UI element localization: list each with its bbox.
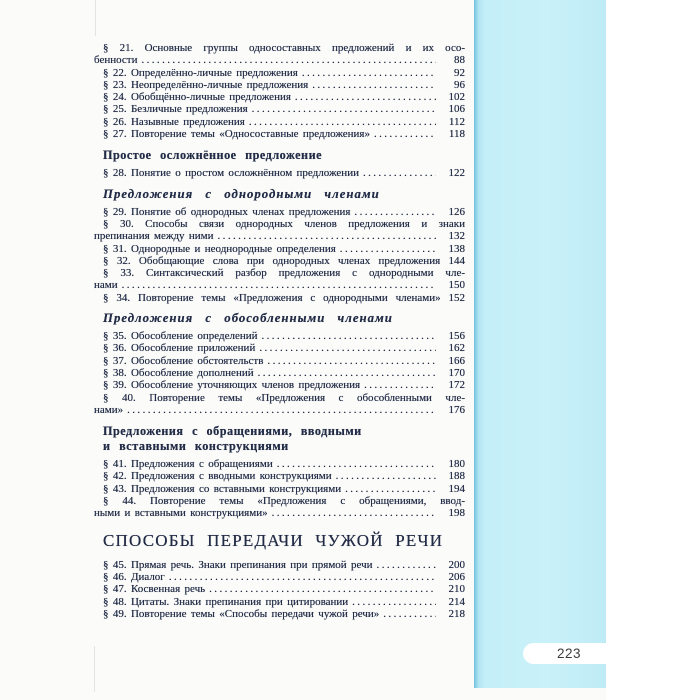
entry-line: [94, 596, 465, 608]
entry-page: 188: [448, 470, 465, 483]
entry-title: § 26. Назывные предложения: [103, 115, 245, 128]
page-number-tab: [523, 643, 615, 664]
toc-heading-line: СПОСОБЫ ПЕРЕДАЧИ ЧУЖОЙ РЕЧИ: [103, 530, 444, 550]
entry-page: 152: [448, 291, 465, 304]
entry-line: § 21. Основные группы односоставных предложений и их осо-: [103, 42, 465, 54]
entry-dots-leader: [169, 571, 436, 583]
entry-dots-leader: [312, 79, 436, 91]
entry-dots-leader: [259, 342, 436, 354]
page-edge-shadow-top: [95, 0, 96, 36]
entry-line: [94, 458, 465, 470]
entry-title: § 22. Определённо-личные предложения: [103, 66, 298, 79]
entry-line: § 33. Синтаксический разбор предложения с однородными чле-: [103, 267, 465, 280]
entry-page: 214: [448, 595, 465, 608]
entry-page: 88: [454, 54, 465, 67]
entry-dots-leader: [127, 404, 436, 416]
entry-dots-leader: [354, 206, 436, 218]
entry-dots-leader: [277, 458, 436, 470]
entry-title: § 28. Понятие о простом осложнённом предложении: [103, 167, 359, 180]
entry-title: нами: [94, 279, 118, 292]
entry-title: § 36. Обособление приложений: [103, 342, 256, 355]
page-number: 223: [556, 646, 582, 661]
entry-title: § 41. Предложения с обращениями: [103, 458, 273, 471]
entry-line: [94, 54, 465, 66]
entry-title: § 27. Повторение темы «Односоставные предложения»: [103, 128, 370, 141]
entry-dots-leader: [261, 330, 436, 342]
toc-entry: [94, 379, 465, 391]
entry-title: § 25. Безличные предложения: [103, 103, 248, 116]
entry-title: § 29. Понятие об однородных членах предложения: [103, 205, 351, 218]
toc-entry: [94, 91, 465, 103]
entry-line: [94, 206, 465, 218]
entry-line: [94, 342, 465, 354]
toc-entry: [94, 67, 465, 79]
toc-entry: [94, 367, 465, 379]
entry-line: [94, 367, 465, 379]
toc-entry: [94, 596, 465, 608]
entry-page: 126: [448, 205, 465, 218]
entry-page: 172: [448, 379, 465, 392]
entry-title: бенности: [94, 54, 138, 67]
entry-line: [94, 608, 465, 620]
toc-heading-line: Предложения с однородными членами: [103, 186, 380, 201]
entry-line: [94, 470, 465, 482]
toc-entry: [94, 292, 465, 304]
toc-entry: [94, 608, 465, 620]
entry-title: ными и вставными конструкциями»: [94, 507, 268, 520]
toc-list: [94, 42, 465, 620]
toc-heading: [94, 187, 465, 201]
entry-line: [94, 507, 465, 519]
entry-page: 144: [448, 254, 465, 267]
toc-entry: [94, 342, 465, 354]
entry-dots-leader: [295, 91, 436, 103]
toc-entry: [94, 79, 465, 91]
entry-line: [94, 559, 465, 571]
toc-heading: [94, 311, 465, 325]
book-edge-band: [474, 0, 606, 688]
toc-entry: [94, 128, 465, 140]
entry-page: 170: [448, 366, 465, 379]
toc-entry: [94, 483, 465, 495]
entry-page: 150: [448, 279, 465, 292]
toc-entry: [94, 218, 465, 243]
entry-line: [94, 128, 465, 140]
toc-entry: [94, 458, 465, 470]
entry-dots-leader: [141, 54, 436, 66]
entry-dots-leader: [302, 67, 436, 79]
toc-heading: [94, 424, 465, 454]
toc-entry: [94, 330, 465, 342]
entry-page: 138: [448, 242, 465, 255]
entry-dots-leader: [374, 128, 436, 140]
toc-entry: [94, 116, 465, 128]
entry-title: препинания между ними: [94, 230, 214, 243]
entry-page: 162: [448, 342, 465, 355]
entry-dots-leader: [352, 596, 436, 608]
entry-line: § 44. Повторение темы «Предложения с обращениями, ввод-: [103, 495, 465, 508]
entry-page: 194: [448, 482, 465, 495]
toc-entry: [94, 42, 465, 67]
entry-line: [94, 404, 465, 416]
entry-line: [94, 583, 465, 595]
toc-entry: [94, 255, 465, 267]
entry-dots-leader: [345, 483, 436, 495]
toc-heading-line: Предложения с обособленными членами: [103, 311, 393, 326]
entry-title: § 49. Повторение темы «Способы передачи чужой речи»: [103, 607, 380, 620]
entry-line: [94, 230, 465, 242]
entry-page: 156: [448, 330, 465, 343]
toc-heading-line: Предложения с обращениями, вводными: [103, 424, 362, 439]
entry-dots-leader: [252, 103, 436, 115]
entry-page: 210: [448, 583, 465, 596]
entry-page: 166: [448, 354, 465, 367]
entry-title: § 34. Повторение темы «Предложения с однородными членами»: [103, 291, 441, 304]
toc-entry: [94, 267, 465, 292]
entry-page: 122: [448, 167, 465, 180]
entry-title: § 37. Обособление обстоятельств: [103, 354, 264, 367]
entry-title: § 39. Обособление уточняющих членов предложения: [103, 379, 361, 392]
entry-page: 118: [448, 128, 465, 141]
entry-page: 112: [448, 115, 465, 128]
entry-dots-leader: [336, 470, 436, 482]
toc-entry: [94, 103, 465, 115]
entry-dots-leader: [383, 608, 436, 620]
entry-title: § 46. Диалог: [103, 570, 165, 583]
right-margin: [606, 0, 700, 700]
entry-dots-leader: [377, 559, 436, 571]
toc-entry: [94, 167, 465, 179]
entry-line: [94, 483, 465, 495]
entry-page: 102: [448, 91, 465, 104]
entry-title: § 24. Обобщённо-личные предложения: [103, 91, 291, 104]
entry-line: [94, 103, 465, 115]
entry-dots-leader: [258, 367, 436, 379]
entry-line: [94, 292, 465, 304]
entry-title: § 35. Обособление определений: [103, 330, 258, 343]
toc-entry: [94, 559, 465, 571]
entry-page: 206: [448, 570, 465, 583]
entry-title: § 32. Обобщающие слова при однородных членах предложения: [103, 254, 441, 267]
entry-page: 180: [448, 458, 465, 471]
toc-entry: [94, 495, 465, 520]
entry-title: § 42. Предложения с вводными конструкциями: [103, 470, 332, 483]
entry-line: § 30. Способы связи однородных членов предложения и знаки: [103, 217, 465, 230]
entry-title: § 48. Цитаты. Знаки препинания при цитировании: [103, 595, 349, 608]
entry-dots-leader: [363, 167, 436, 179]
entry-title: § 31. Однородные и неоднородные определения: [103, 242, 336, 255]
toc-entry: [94, 583, 465, 595]
entry-page: 96: [454, 78, 465, 91]
toc-entry: [94, 355, 465, 367]
entry-dots-leader: [122, 279, 436, 291]
entry-line: [94, 355, 465, 367]
entry-dots-leader: [209, 583, 436, 595]
toc-heading-line: и вставными конструкциями: [103, 439, 289, 454]
entry-page: 218: [448, 607, 465, 620]
entry-dots-leader: [249, 116, 436, 128]
entry-title: § 43. Предложения со вставными конструкциями: [103, 482, 342, 495]
entry-dots-leader: [364, 379, 436, 391]
toc-entry: [94, 243, 465, 255]
entry-page: 92: [454, 66, 465, 79]
entry-line: [94, 91, 465, 103]
entry-page: 106: [448, 103, 465, 116]
toc-entry: [94, 206, 465, 218]
entry-line: [94, 379, 465, 391]
entry-line: [94, 279, 465, 291]
toc-heading-line: Простое осложнённое предложение: [103, 148, 323, 163]
toc-entry: [94, 571, 465, 583]
entry-line: [94, 330, 465, 342]
entry-line: [94, 571, 465, 583]
entry-line: [94, 255, 465, 267]
toc-entry: [94, 392, 465, 417]
entry-page: 176: [448, 403, 465, 416]
toc-heading: [94, 148, 465, 163]
entry-line: [94, 79, 465, 91]
entry-dots-leader: [340, 243, 436, 255]
toc-entry: [94, 470, 465, 482]
entry-title: § 23. Неопределённо-личные предложения: [103, 78, 309, 91]
entry-title: § 45. Прямая речь. Знаки препинания при прямой речи: [103, 558, 373, 571]
entry-line: [94, 67, 465, 79]
entry-line: [94, 116, 465, 128]
entry-title: § 38. Обособление дополнений: [103, 366, 254, 379]
entry-line: [94, 167, 465, 179]
entry-page: 132: [448, 230, 465, 243]
toc-heading: [94, 532, 465, 550]
entry-line: § 40. Повторение темы «Предложения с обособленными чле-: [103, 391, 465, 404]
page-edge-shadow-bottom: [94, 646, 95, 692]
entry-page: 198: [448, 507, 465, 520]
entry-title: нами»: [94, 403, 124, 416]
entry-line: [94, 243, 465, 255]
entry-title: § 47. Косвенная речь: [103, 583, 206, 596]
entry-dots-leader: [272, 507, 436, 519]
entry-dots-leader: [267, 355, 436, 367]
entry-page: 200: [448, 558, 465, 571]
entry-dots-leader: [218, 230, 436, 242]
